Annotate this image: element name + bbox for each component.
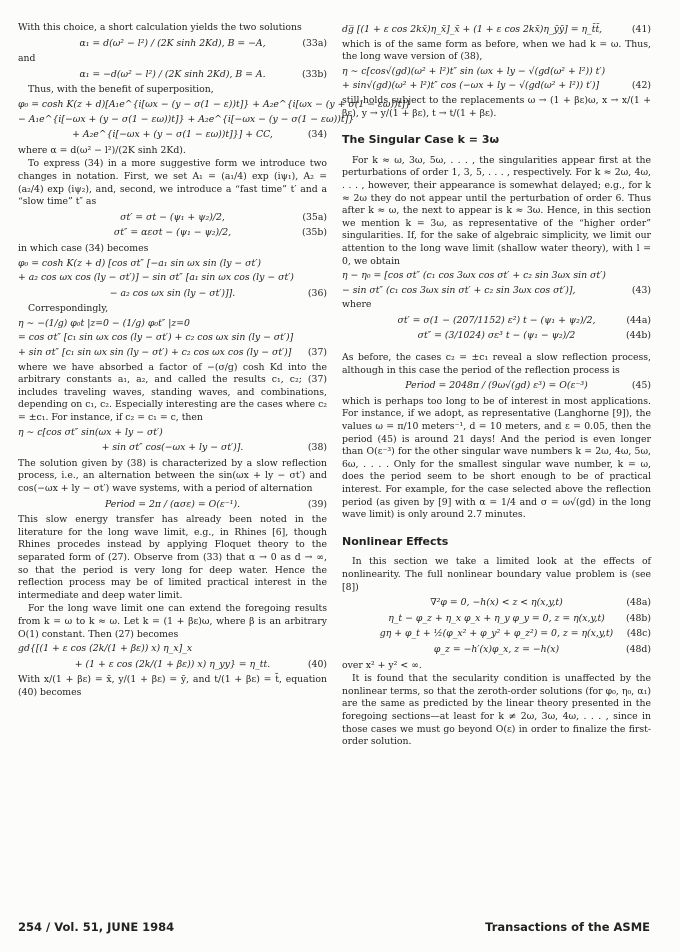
paragraph: where [342,299,372,311]
equation-text: + A₂e^{i[−ωx + (y − σ(1 − εω))t]}] + CC, [72,129,273,141]
equation-36-line2 [18,272,327,285]
equation-34-line3 [18,129,327,142]
equation-48d [342,644,651,657]
equation-41 [342,24,651,37]
paragraph: Thus, with the benefit of superposition, [28,84,214,96]
equation-number: (48c) [626,628,651,640]
paragraph: With this choice, a short calculation yields the two solutions [18,22,302,33]
section-heading: Nonlinear Effects [342,534,449,548]
paragraph: which is perhaps too long to be of interest in most applications. For instance, if we adopt, as representative (Langhorne [9]), the values ω = π/10 meters⁻¹, d = 10 meters, and ε = 0.05, then the period (45) is around 21 days! And the period is even longer than O(ε⁻³) for the other singular wave numbers k = 2ω, 4ω, 5ω, 6ω, . . . . Only for the smallest singular wave number, k = ω, does the period seem to be short enough to be of practical interest. For example, for the case selected above the reflection period (as given by [9] with α = 1/4 and σ = ω√(gd) in the long wave limit) is only around 2.7 minutes. [342,395,651,521]
equation-42-line2 [342,80,651,93]
equation-number: (38) [307,442,327,454]
equation-number: (48b) [625,612,651,624]
equation-text: Period = 2π / (ασε) = O(ε⁻¹). [104,498,241,510]
equation-text: + sin σt″ [c₁ sin ωx sin (ly − σt′) + c₂ cos ωx cos (ly − σt′)] [18,347,292,359]
section-heading: The Singular Case k = 3ω [342,133,500,147]
equation-number: (39) [307,498,327,510]
equation-text: + a₂ cos ωx cos (ly − σt′)] − sin σt″ [a₁ sin ωx cos (ly − σt′) [18,272,294,284]
paragraph: In this section we take a limited look at the effects of nonlinearity. The full nonlinear boundary value problem is (see [8]) [342,556,651,593]
equation-text: η − η₀ = [cos σt″ (c₁ cos 3ωx cos σt′ + c₂ sin 3ωx sin σt′) [342,270,606,282]
paragraph: still holds subject to the replacements ω → (1 + βε)ω, x → x/(1 + βε), y → y/(1 + βε), t → t/(1 + βε). [342,94,651,119]
equation-42-line1 [342,66,651,79]
equation-text: η_t − φ_z + η_x φ_x + η_y φ_y = 0, z = η(x,y,t) [388,612,605,624]
equation-37-line1 [18,318,327,331]
equation-36-line3 [18,288,327,301]
equation-38-line2 [18,442,327,455]
equation-number: (36) [307,287,327,299]
equation-text: α₁ = −d(ω² − l²) / (2K sinh 2Kd), B = A. [79,68,266,80]
paragraph: As before, the cases c₂ = ±c₁ reveal a slow reflection process, although in this case the period of the reflection process is [342,352,651,376]
equation-number: (48a) [626,597,651,609]
journal-name: Transactions of the ASME [485,920,650,934]
equation-number: (40) [307,658,327,670]
equation-number: (37) [307,347,327,359]
paragraph: and [18,53,36,65]
equation-text: dg̅ [(1 + ε cos 2kx̄)η_x̄]_x̄ + (1 + ε cos 2kx̄)η_ȳȳ] = η_t̄t̄, [342,24,603,35]
paragraph: To express (34) in a more suggestive form we introduce two changes in notation. First, we set A₁ = (a₁/4) exp (iψ₁), A₂ = (a₂/4) exp (iψ₂), and, second, we introduce a “fast time” t′ and a “slow time” t″ as [18,158,327,208]
equation-number: (41) [631,24,651,35]
equation-44a [342,315,651,328]
equation-text: − a₂ cos ωx sin (ly − σt′)]]. [109,287,236,299]
equation-33a [18,38,327,51]
paragraph: For the long wave limit one can extend the foregoing results from k = ω to k ≈ ω. Let k = (1 + βε)ω, where β is an arbitrary O(1) constant. Then (27) becomes [18,603,327,640]
equation-text: φ₀ = cosh K(z + d) [cos σt″ [−a₁ sin ωx sin (ly − σt′) [18,257,261,269]
paragraph: where we have absorbed a factor of −(σ/g) cosh Kd into the arbitrary constants a₁, a₂, and called the results c₁, c₂; (37) includes traveling waves, standing waves, and combinations, depending on c₁, c₂. Especially interesting are the cases where c₂ = ±c₁. For instance, if c₂ = c₁ = c, then [18,361,328,424]
equation-text: − sin σt″ (c₁ cos 3ωx sin σt′ + c₂ sin 3ωx cos σt′)], [342,284,576,296]
equation-text: = cos σt″ [c₁ sin ωx cos (ly − σt′) + c₂ cos ωx sin (ly − σt′)] [18,332,294,344]
paragraph: With x/(1 + βε) = x̄, y/(1 + βε) = ȳ, and t/(1 + βε) = t̄, equation (40) becomes [18,674,327,698]
equation-40-line1 [18,643,327,656]
equation-44b [342,330,651,343]
equation-38-line1 [18,427,327,440]
equation-45 [342,380,651,393]
paragraph: For k ≈ ω, 3ω, 5ω, . . . , the singularities appear first at the perturbations of order 1, 3, 5, . . . , respectively. For k ≈ 2ω, 4ω, . . . , however, their appearance is somewhat delayed; e.g., for k ≈ 2ω they do not appear until the perturbation of order 6. Thus after k ≈ ω, the next to appear is k ≈ 3ω. Hence, in this section we mention k = 3ω, as representative of the “higher order” singularities. If, for the sake of algebraic simplicity, we limit our attention to the long wave limit (shallow water theory), with l = 0, we obtain [342,154,651,267]
equation-34-line2 [18,113,355,127]
equation-number: (35b) [301,227,327,239]
paragraph: where α = d(ω² − l²)/(2K sinh 2Kd). [18,144,186,156]
equation-text: σt′ = σt − (ψ₁ + ψ₂)/2, [120,211,225,223]
equation-text: Period = 2048π / (9ω√(gd) ε³) = O(ε⁻³) [405,380,588,392]
equation-text: φ_z = −h′(x)φ_x, z = −h(x) [433,643,560,655]
equation-number: (43) [631,284,651,296]
equation-text: σt′ = σ(1 − (207/1152) ε²) t − (ψ₁ + ψ₂)/2, [397,314,596,326]
equation-number: (35a) [302,211,327,223]
equation-number: (48d) [625,643,651,655]
paragraph: over x² + y² < ∞. [342,659,422,671]
equation-text: + (1 + ε cos (2k/(1 + βε)) x) η_yy} = η_tt. [74,658,271,670]
equation-48b [342,613,651,626]
equation-number: (34) [307,129,327,141]
equation-37-line3 [18,347,327,360]
equation-text: α₁ = d(ω² − l²) / (2K sinh 2Kd), B = −A, [79,37,266,49]
equation-number: (44a) [626,314,651,326]
paragraph: which is of the same form as before, when we had k = ω. Thus, the long wave version of (38), [342,38,651,63]
right-column [342,22,651,750]
equation-34-line1 [18,98,412,112]
paragraph: This slow energy transfer has already been noted in the literature for the long wave limit, e.g., in Rhines [6], though Rhines procedes instead by applying Floquet theory to the separated form of (27). Observe from (33) that α → 0 as d → ∞, so that the period is very long for deep water. Hence the reflection process may be of limited practical interest in the intermediate and deep water limit. [18,514,327,601]
equation-text: − A₁e^{i[−ωx + (y − σ(1 − εω))t]} + A₂e^{i[−ωx − (y − σ(1 − εω))t]} [18,113,355,125]
equation-number: (45) [631,380,651,392]
equation-number: (44b) [625,330,651,342]
equation-number: (42) [631,80,651,92]
equation-35a [18,212,327,225]
equation-33b [18,69,327,82]
equation-text: gη + φ_t + ½(φ_x² + φ_y² + φ_z²) = 0, z = η(x,y,t) [379,628,614,640]
equation-48c [342,628,651,641]
equation-37-line2 [18,332,327,345]
paragraph: in which case (34) becomes [18,242,149,254]
equation-text: + sin√(gd)(ω² + l²)t″ cos (−ωx + ly − √(gd(ω² + l²)) t′)] [342,80,600,92]
equation-48a [342,597,651,610]
equation-text: φ₀ = cosh K(z + d)[A₁e^{i[ωx − (y − σ(1 − ε))t]} + A₂e^{i[ωx − (y + σ(1 − εω))t]} [18,98,412,110]
equation-text: η ∼ c[cos σt″ sin(ωx + ly − σt′) [18,426,163,438]
equation-36-line1 [18,258,327,271]
equation-text: ∇²φ = 0, −h(x) < z < η(x,y,t) [430,597,563,609]
paragraph: It is found that the secularity condition is unaffected by the nonlinear terms, so that the zeroth-order solutions (for φ₀, η₀, α₁) are the same as predicted by the linear theory presented in the foregoing sections—at least for k ≠ 2ω, 3ω, 4ω, . . . , since in those cases we must go beyond O(ε) in order to finalize the first-order solution. [342,673,651,748]
equation-40-line2 [18,659,327,672]
paragraph: Correspondingly, [28,303,109,315]
equation-text: σt″ = αεσt − (ψ₁ − ψ₂)/2, [113,227,232,239]
equation-number: (33b) [301,68,327,80]
equation-39 [18,499,327,512]
equation-text: gd{[(1 + ε cos (2k/(1 + βε)) x) η_x]_x [18,643,193,655]
equation-text: η ∼ −(1/g) φ₀t |z=0 − (1/g) φ₀t″ |z=0 [18,317,190,329]
paragraph: The solution given by (38) is characterized by a slow reflection process, i.e., an alternation between the sin(ωx + ly − σt′) and cos(−ωx + ly − σt′) wave systems, with a period of alternation [18,457,327,494]
equation-number: (33a) [302,37,327,49]
page-footer-citation: 254 / Vol. 51, JUNE 1984 [18,920,175,934]
equation-35b [18,227,327,240]
equation-text: η ∼ c[cos√(gd)(ω² + l²)t″ sin (ωx + ly − √(gd(ω² + l²)) t′) [342,65,606,77]
equation-text: + sin σt″ cos(−ωx + ly − σt′)]. [101,442,244,454]
equation-43-line1 [342,270,651,283]
equation-text: σt″ = (3/1024) σε³ t − (ψ₁ − ψ₂)/2 [417,330,576,342]
equation-43-line2 [342,285,651,298]
